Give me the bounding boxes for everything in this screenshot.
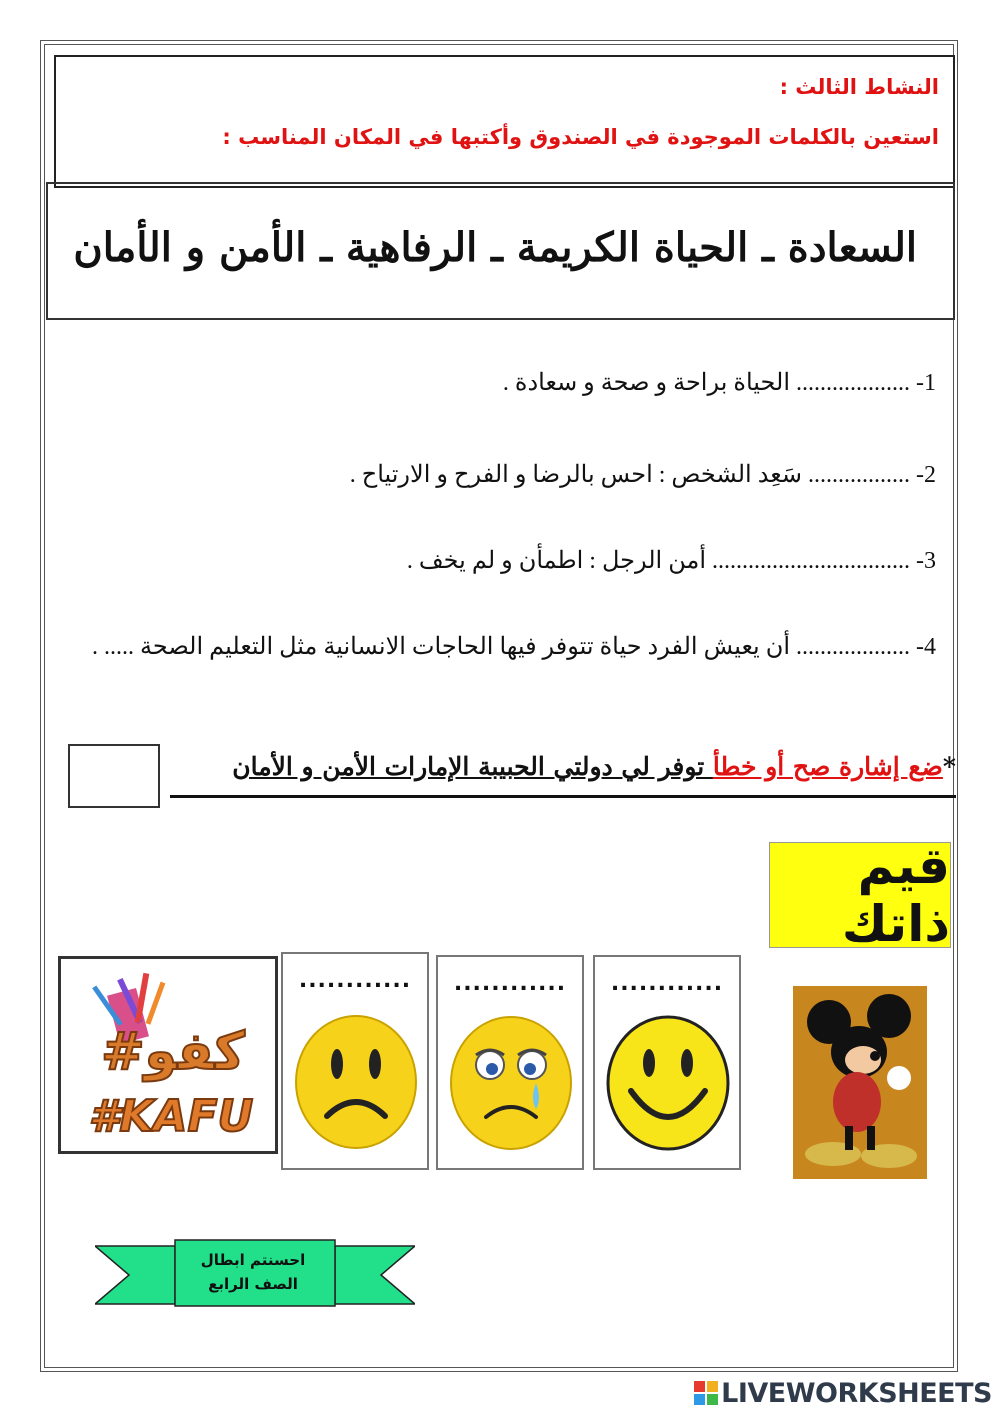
liveworksheets-watermark: LIVEWORKSHEETS	[721, 1378, 992, 1409]
question-number: 4-	[916, 634, 936, 660]
kafu-badge	[58, 956, 278, 1154]
question-number: 2-	[916, 462, 936, 488]
question-text: الحياة براحة و صحة و سعادة .	[502, 370, 790, 396]
question-number: 1-	[916, 370, 936, 396]
happy-face-icon	[603, 1013, 733, 1153]
kafu-english-text: #KAFU	[88, 1091, 254, 1142]
banner-line-2: الصف الرابع	[208, 1275, 298, 1293]
answer-blank[interactable]: .................................	[712, 548, 910, 574]
mickey-mouse-icon	[793, 986, 927, 1179]
word-bank-box	[46, 182, 955, 320]
face-answer-blank: ............	[298, 968, 412, 993]
instruction-box	[54, 55, 955, 188]
question-3	[407, 546, 936, 575]
question-text: أن يعيش الفرد حياة تتوفر فيها الحاجات الانسانية مثل التعليم الصحة ..... .	[92, 634, 790, 660]
banner-line-1: احسنتم ابطال	[200, 1251, 306, 1269]
true-false-statement: توفر لي دولتي الحبيبة الإمارات الأمن و الأمان	[232, 752, 713, 781]
question-1	[503, 368, 936, 397]
answer-blank[interactable]: ...................	[796, 634, 910, 660]
sad-face-icon	[291, 1012, 421, 1152]
true-false-label: ضع إشارة صح أو خطأ	[712, 752, 943, 781]
word-bank-words: السعادة ـ الحياة الكريمة ـ الرفاهية ـ الأمن و الأمان	[73, 224, 917, 271]
mickey-mouse-image	[793, 986, 927, 1179]
true-false-question	[232, 752, 956, 781]
face-card-crying[interactable]	[436, 955, 584, 1170]
answer-blank[interactable]: ...................	[796, 370, 910, 396]
question-4	[92, 632, 936, 661]
question-text: سَعِد الشخص : احس بالرضا و الفرح و الارتياح .	[349, 462, 802, 488]
face-card-sad[interactable]	[281, 952, 429, 1170]
true-false-answer-box[interactable]	[68, 744, 160, 808]
banner-message	[176, 1240, 330, 1304]
activity-instruction: استعين بالكلمات الموجودة في الصندوق وأكتبها في المكان المناسب :	[222, 125, 939, 149]
face-answer-blank: ............	[453, 971, 567, 996]
face-card-happy[interactable]	[593, 955, 741, 1170]
kafu-logo-icon	[61, 959, 275, 1151]
asterisk: *	[942, 752, 956, 781]
kafu-arabic-text: #كفو	[101, 1022, 245, 1082]
face-answer-blank: ............	[610, 971, 724, 996]
question-number: 3-	[916, 548, 936, 574]
answer-blank[interactable]: .................	[808, 462, 910, 488]
self-rating-label: قيم ذاتك	[841, 837, 950, 953]
liveworksheets-logo-icon	[694, 1381, 718, 1405]
activity-title: النشاط الثالث :	[779, 75, 939, 99]
crying-face-icon	[446, 1013, 576, 1153]
underline-divider	[170, 795, 956, 798]
question-text: أمن الرجل : اطمأن و لم يخف .	[406, 548, 706, 574]
self-rating-label-box	[769, 837, 951, 953]
question-2	[350, 460, 936, 489]
